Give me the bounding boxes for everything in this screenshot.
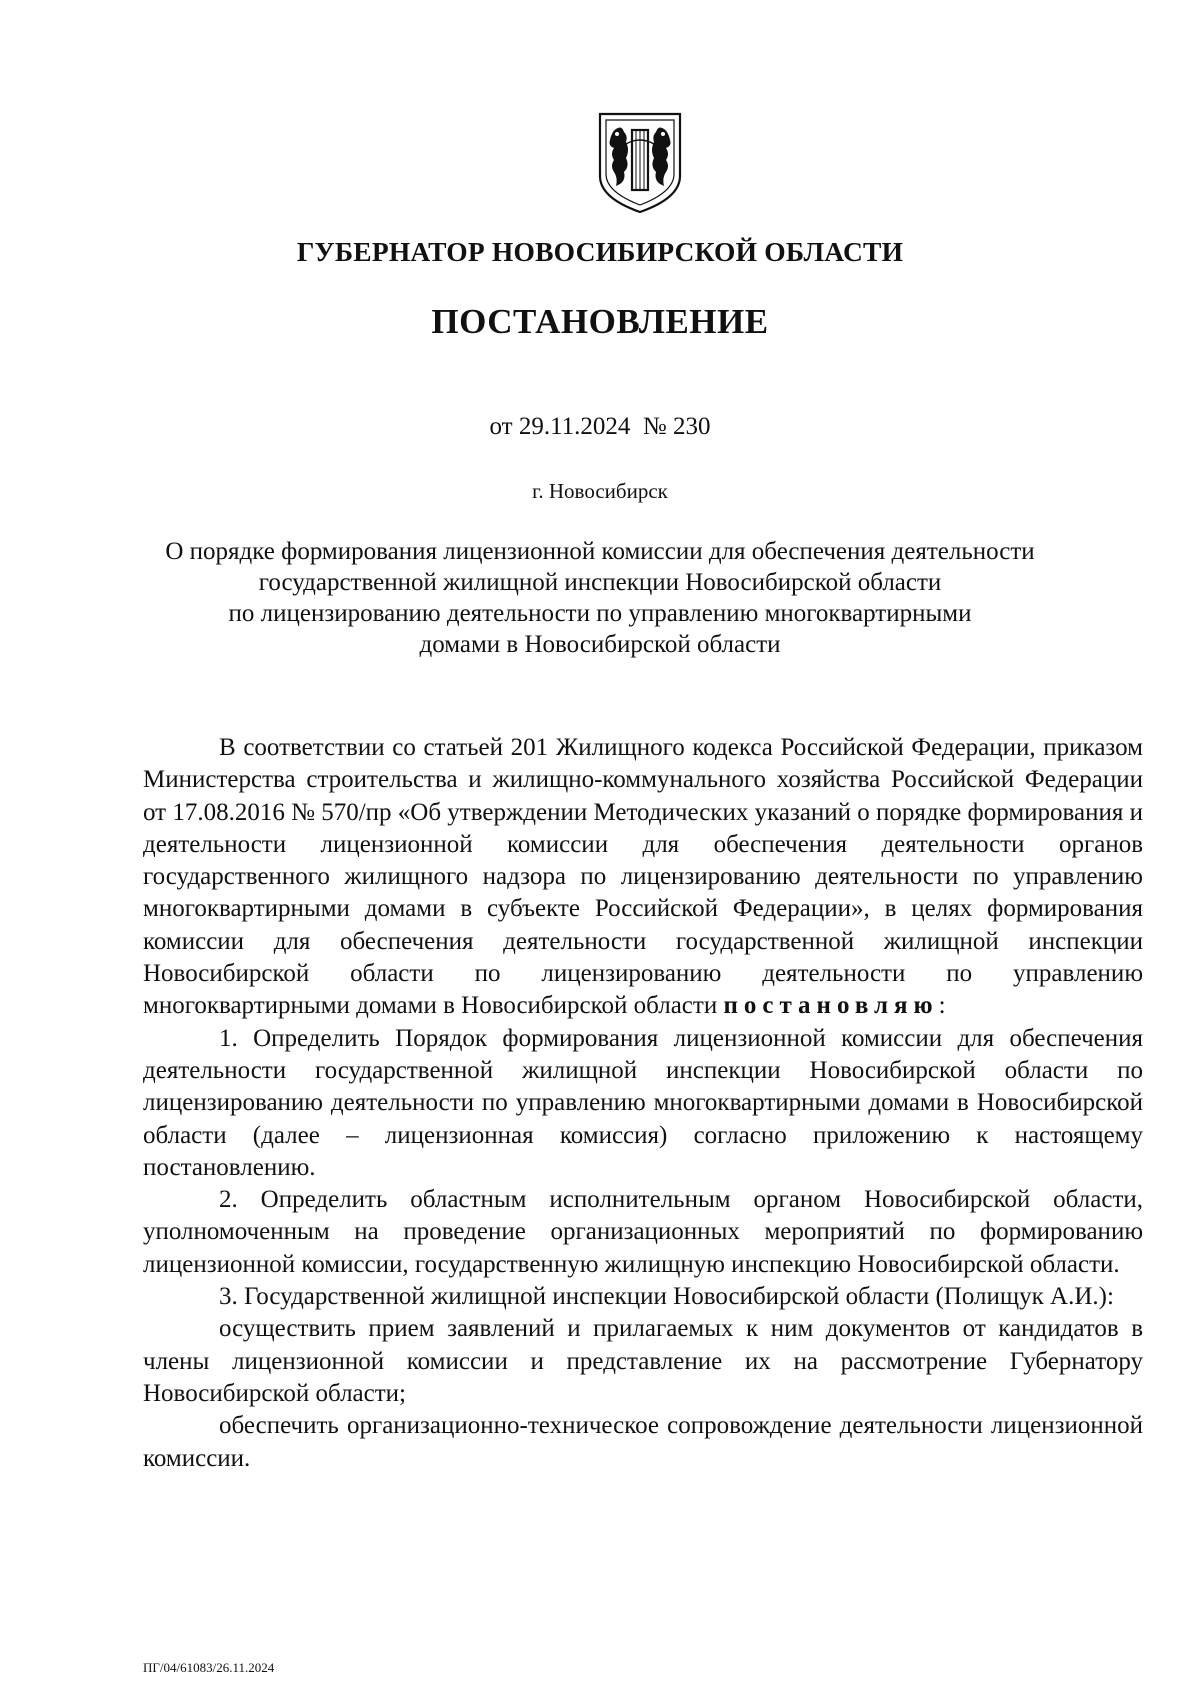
item-3: 3. Государственной жилищной инспекции Новосибирской области (Полищук А.И.): bbox=[219, 1283, 1114, 1311]
city: г. Новосибирск bbox=[532, 479, 668, 503]
decree-word: постановляю bbox=[723, 992, 939, 1020]
item-2: 2. Определить областным исполнительным органом Новосибирской области, уполномоченным на проведение организационных мероприятий по формированию лицензионной комиссии, государственную жилищную инспекцию Новосибирской области. bbox=[143, 1186, 1143, 1278]
item-3-sub-b: обеспечить организационно-техническое сопровождение деятельности лицензионной комиссии. bbox=[143, 1412, 1143, 1472]
subject-line: домами в Новосибирской области bbox=[419, 631, 781, 658]
issuing-authority: ГУБЕРНАТОР НОВОСИБИРСКОЙ ОБЛАСТИ bbox=[296, 236, 904, 267]
document-subject bbox=[100, 536, 1100, 660]
subject-line: государственной жилищной инспекции Новосибирской области bbox=[258, 569, 942, 596]
document-body bbox=[143, 732, 1143, 1475]
subject-line: О порядке формирования лицензионной комиссии для обеспечения деятельности bbox=[165, 538, 1035, 565]
document-date: 29.11.2024 bbox=[518, 413, 631, 440]
item-3-sub-a: осуществить прием заявлений и прилагаемых к ним документов от кандидатов в члены лицензионной комиссии и представление их на рассмотрение Губернатору Новосибирской области; bbox=[143, 1315, 1143, 1407]
subject-line: по лицензированию деятельности по управлению многоквартирными bbox=[228, 600, 972, 627]
document-number: 230 bbox=[673, 413, 711, 440]
item-1: 1. Определить Порядок формирования лицензионной комиссии для обеспечения деятельности государственной жилищной инспекции Новосибирской области по лицензированию деятельности по управлению многоквартирными домами в Новосибирской области (далее – лицензионная комиссия) согласно приложению к настоящему постановлению. bbox=[143, 1024, 1143, 1181]
preamble-paragraph bbox=[143, 732, 1143, 1023]
coat-of-arms-icon bbox=[596, 110, 684, 216]
document-registration-code: ПГ/04/61083/26.11.2024 bbox=[143, 1660, 275, 1675]
preamble-text: В соответствии со статьей 201 Жилищного кодекса Российской Федерации, приказом Министерства строительства и жилищно-коммунального хозяйства Российской Федерации от 17.08.2016 № 570/пр «Об утверждении Методических указаний о порядке формирования и деятельности лицензионной комиссии для обеспечения деятельности органов государственного жилищного надзора по лицензированию деятельности по управлению многоквартирными домами в субъекте Российской Федерации», в целях формирования комиссии для обеспечения деятельности государственной жилищной инспекции Новосибирской области по лицензированию деятельности по управлению многоквартирными домами в Новосибирской области bbox=[143, 734, 1143, 1020]
document-type: ПОСТАНОВЛЕНИЕ bbox=[431, 302, 769, 341]
date-prefix: от bbox=[489, 413, 519, 440]
number-prefix: № bbox=[630, 413, 674, 440]
decree-colon: : bbox=[938, 992, 946, 1020]
date-and-number bbox=[0, 413, 1200, 441]
